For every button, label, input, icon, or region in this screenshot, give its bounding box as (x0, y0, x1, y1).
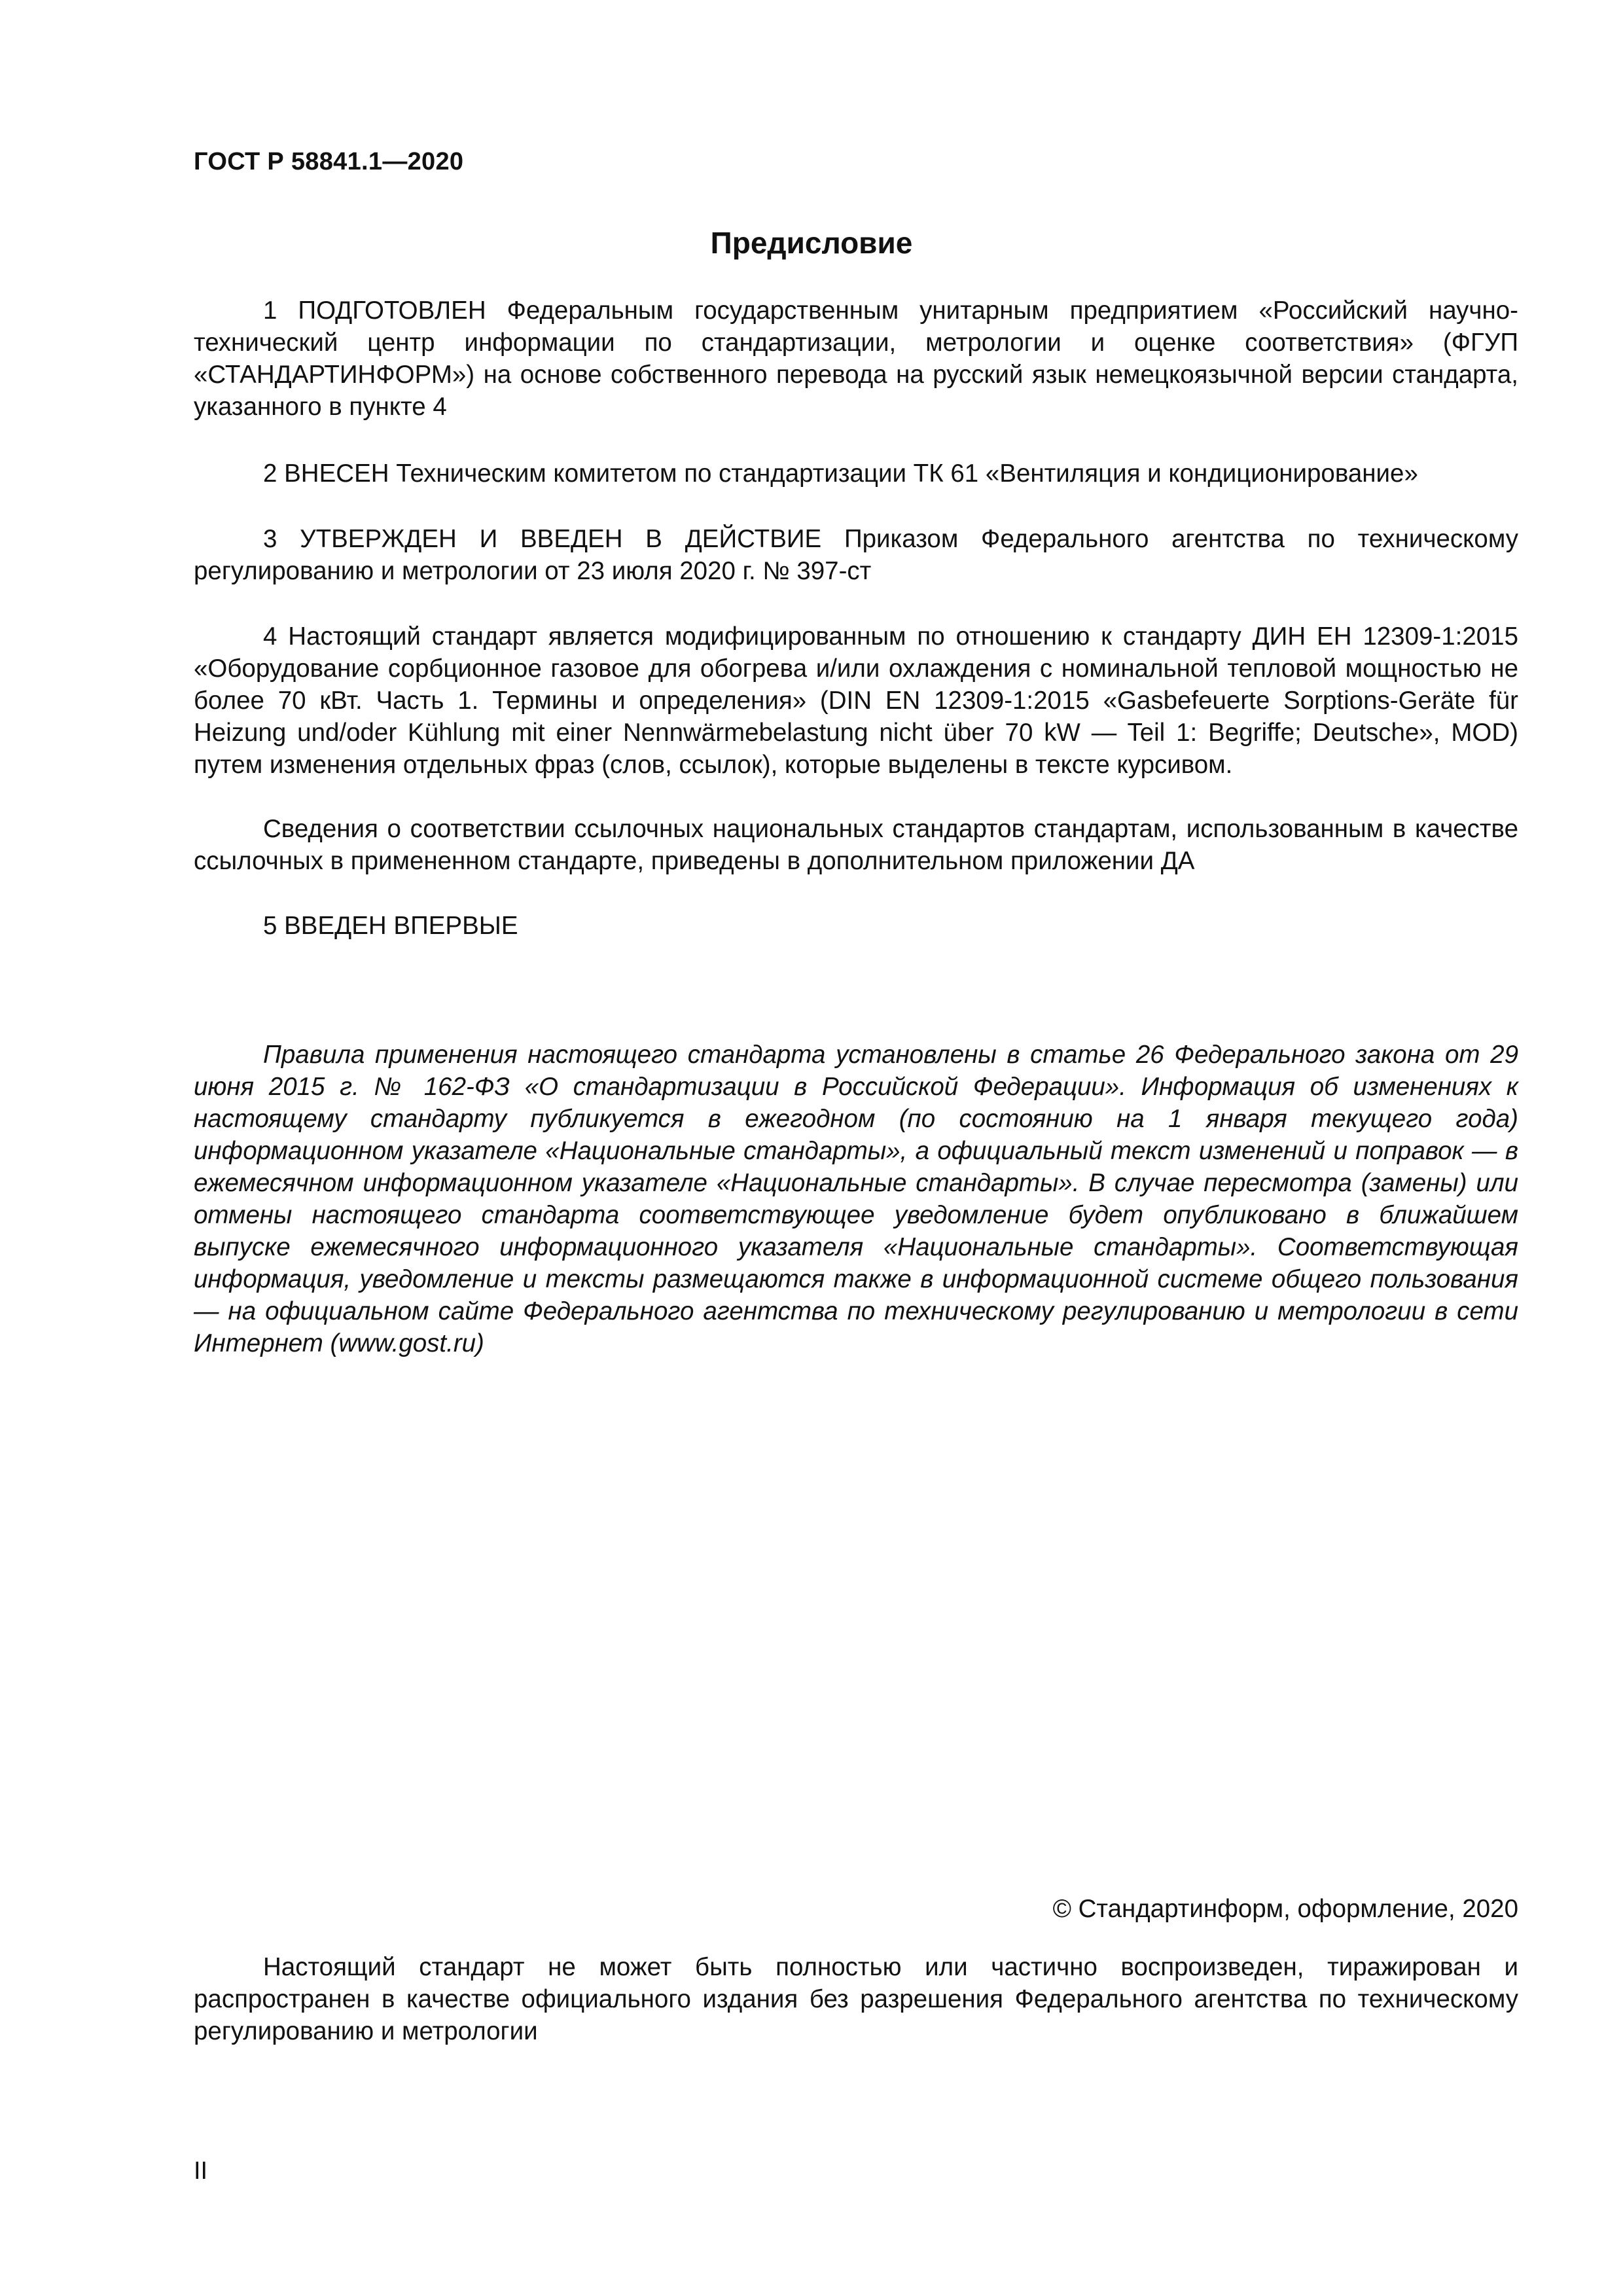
page-number: II (194, 2157, 208, 2185)
document-code: ГОСТ Р 58841.1—2020 (194, 148, 464, 175)
copyright-line: © Стандартинформ, оформление, 2020 (1052, 1895, 1518, 1923)
section-5-first-introduced: 5 ВВЕДЕН ВПЕРВЫЕ (263, 912, 518, 940)
section-4-references: Сведения о соответствии ссылочных национальных стандартов стандартам, использованным в качестве ссылочных в примененном стандарте, приведены в дополнительном приложении ДА (194, 815, 1518, 875)
section-1-prepared: 1 ПОДГОТОВЛЕН Федеральным государственным унитарным предприятием «Российский научно-технический центр информации по стандартизации, метрологии и оценке соответствия» (ФГУП «СТАНДАРТИНФОРМ») на основе собственного перевода на русский язык немецкоязычной версии стандарта, указанного в пункте 4 (194, 296, 1518, 421)
reproduction-notice: Настоящий стандарт не может быть полностью или частично воспроизведен, тиражирован и распространен в качестве официального издания без разрешения Федерального агентства по техническому регулированию и метрологии (194, 1953, 1518, 2045)
section-2-introduced: 2 ВНЕСЕН Техническим комитетом по стандартизации ТК 61 «Вентиляция и кондиционирование» (263, 459, 1418, 488)
rules-notice: Правила применения настоящего стандарта установлены в статье 26 Федерального закона от 29 июня 2015 г. № 162-ФЗ «О стандартизации в Российской Федерации». Информация об изменениях к настоящему стандарту публикуется в ежегодном (по состоянию на 1 января текущего года) информационном указателе «Национальные стандарты», а официальный текст изменений и поправок — в ежемесячном информационном указателе «Национальные стандарты». В случае пересмотра (замены) или отмены настоящего стандарта соответствующее уведомление будет опубликовано в ближайшем выпуске ежемесячного информационного указателя «Национальные стандарты». Соответствующая информация, уведомление и тексты размещаются также в информационной системе общего пользования — на официальном сайте Федерального агентства по техническому регулированию и метрологии в сети Интернет (www.gost.ru) (194, 1041, 1518, 1357)
section-3-approved: 3 УТВЕРЖДЕН И ВВЕДЕН В ДЕЙСТВИЕ Приказом Федерального агентства по техническому регулированию и метрологии от 23 июля 2020 г. № 397-ст (194, 525, 1518, 585)
section-4-modified: 4 Настоящий стандарт является модифицированным по отношению к стандарту ДИН ЕН 12309-1:2015 «Оборудование сорбционное газовое для обогрева и/или охлаждения с номинальной тепловой мощностью не более 70 кВт. Часть 1. Термины и определения» (DIN EN 12309-1:2015 «Gasbefeuerte Sorptions-Geräte für Heizung und/oder Kühlung mit einer Nennwärmebelastung nicht über 70 kW — Teil 1: Begriffe; Deutsche», MOD) путем изменения отдельных фраз (слов, ссылок), которые выделены в тексте курсивом. (194, 622, 1518, 779)
page-title: Предисловие (710, 226, 913, 260)
